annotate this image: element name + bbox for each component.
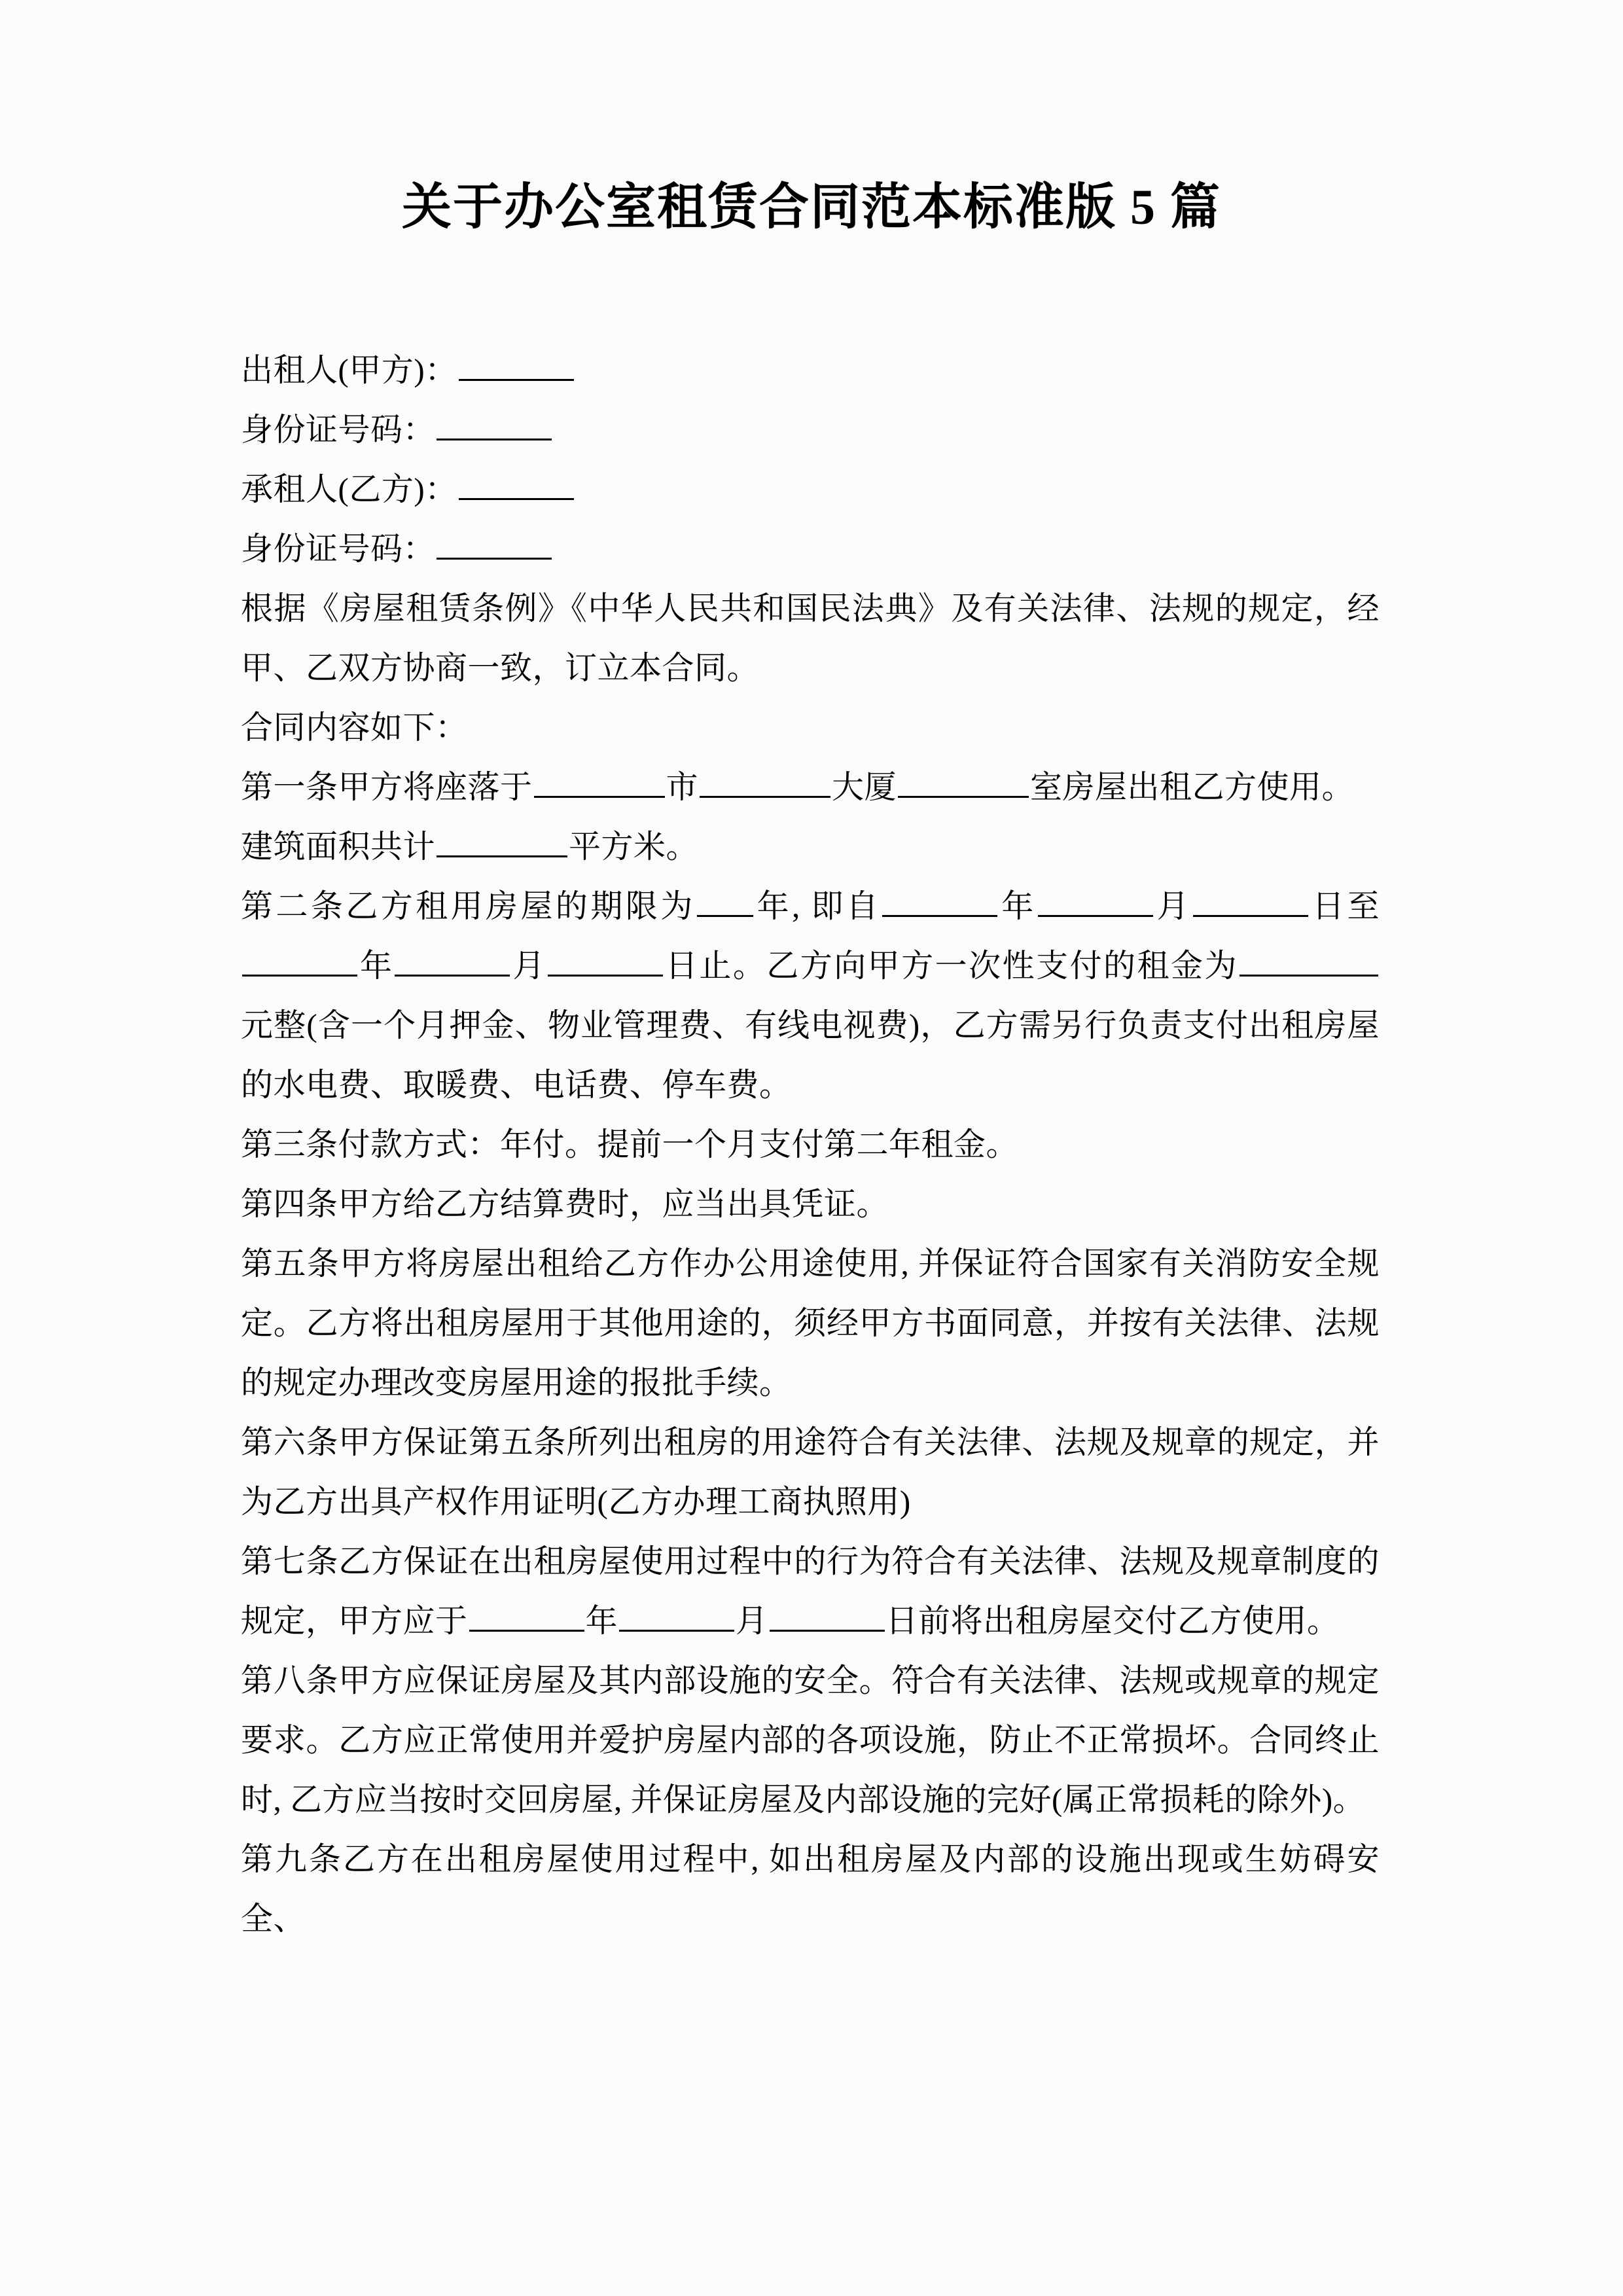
clause-2-text-i: 元整(含一个月押金、物业管理费、有线电视费)，乙方需另行负责支付出租房屋的水电费、取暖费、电话费、停车费。 [241,1007,1380,1103]
clause-2-text-g: 月 [511,948,546,984]
field-lessee-id-blank[interactable] [437,528,552,560]
field-lessor-label: 出租人(甲方)： [241,352,457,388]
preamble-basis: 根据《房屋租赁条例》《中华人民共和国民法典》及有关法律、法规的规定，经甲、乙双方协商一致，订立本合同。 [241,590,1380,686]
clause-1-text-a: 第一条甲方将座落于 [241,769,533,805]
clause-7-text-b: 年 [585,1603,618,1639]
clause-2-start-day-blank[interactable] [1193,885,1308,917]
field-lessor-id [241,400,1380,459]
clause-1-area-text-a: 建筑面积共计 [241,829,436,865]
clause-2-text-h: 日止。乙方向甲方一次性支付的租金为 [664,948,1238,984]
field-lessee-label: 承租人(乙方)： [241,471,457,507]
clause-9: 第九条乙方在出租房屋使用过程中, 如出租房屋及内部的设施出现或生妨碍安全、 [241,1841,1380,1937]
field-lessee-id-label: 身份证号码： [241,531,436,567]
clause-1-text-d: 室房屋出租乙方使用。 [1030,769,1355,805]
clause-2-end-day-blank[interactable] [548,944,663,977]
preamble-contents-intro: 合同内容如下： [241,709,468,745]
field-lessor [241,340,1380,400]
clause-3: 第三条付款方式：年付。提前一个月支付第二年租金。 [241,1126,1019,1162]
clause-2-text-a: 第二条乙方租用房屋的期限为 [241,888,696,924]
document-body [241,340,1380,1948]
clause-2-text-c: 年 [999,888,1037,924]
clause-1-room-blank[interactable] [898,766,1029,798]
clause-7-text-a: 第七条乙方保证在出租房屋使用过程中的行为符合有关法律、法规及规章制度的规定，甲方应于 [241,1543,1380,1639]
clause-1-area [241,817,1380,876]
clause-5: 第五条甲方将房屋出租给乙方作办公用途使用, 并保证符合国家有关消防安全规定。乙方将出租房屋用于其他用途的，须经甲方书面同意，并按有关法律、法规的规定办理改变房屋用途的报批手续。 [241,1246,1380,1401]
clause-2-text-f: 年 [359,948,394,984]
clause-7-year-blank[interactable] [469,1600,584,1632]
field-lessee-id [241,519,1380,579]
clause-1-text-b: 市 [666,769,699,805]
clause-1 [241,757,1380,817]
clause-7-text-d: 日前将出租房屋交付乙方使用。 [885,1603,1340,1639]
clause-2-start-month-blank[interactable] [1038,885,1153,917]
clause-2-rent-blank[interactable] [1240,944,1378,977]
clause-1-building-blank[interactable] [700,766,830,798]
clause-7-month-blank[interactable] [619,1600,734,1632]
clause-4: 第四条甲方给乙方结算费时，应当出具凭证。 [241,1186,889,1222]
field-lessor-id-label: 身份证号码： [241,412,436,448]
clause-2-start-year-blank[interactable] [882,885,997,917]
clause-1-city-blank[interactable] [534,766,665,798]
clause-2-end-year-blank[interactable] [242,944,357,977]
page-title: 关于办公室租赁合同范本标准版 5 篇 [402,180,1221,235]
clause-2-text-d: 月 [1154,888,1192,924]
field-lessee [241,459,1380,519]
clause-2-years-blank[interactable] [697,885,753,917]
clause-2-text-b: 年, 即自 [754,888,882,924]
clause-1-text-c: 大厦 [832,769,897,805]
clause-2 [241,876,1380,1115]
clause-7-day-blank[interactable] [770,1600,885,1632]
clause-2-text-e: 日至 [1310,888,1380,924]
clause-6: 第六条甲方保证第五条所列出租房的用途符合有关法律、法规及规章的规定，并为乙方出具产权作用证明(乙方办理工商执照用) [241,1424,1380,1520]
clause-1-area-blank[interactable] [437,825,567,857]
field-lessee-blank[interactable] [459,468,574,500]
clause-8: 第八条甲方应保证房屋及其内部设施的安全。符合有关法律、法规或规章的规定要求。乙方应正常使用并爱护房屋内部的各项设施，防止不正常损坏。合同终止时, 乙方应当按时交回房屋, 并保证房屋及内部设施的完好(属正常损耗的除外)。 [241,1662,1380,1818]
field-lessor-id-blank[interactable] [437,408,552,440]
clause-2-end-month-blank[interactable] [395,944,510,977]
clause-7-text-c: 月 [736,1603,768,1639]
clause-1-area-text-b: 平方米。 [569,829,699,865]
clause-7 [241,1532,1380,1651]
field-lessor-blank[interactable] [459,349,574,381]
